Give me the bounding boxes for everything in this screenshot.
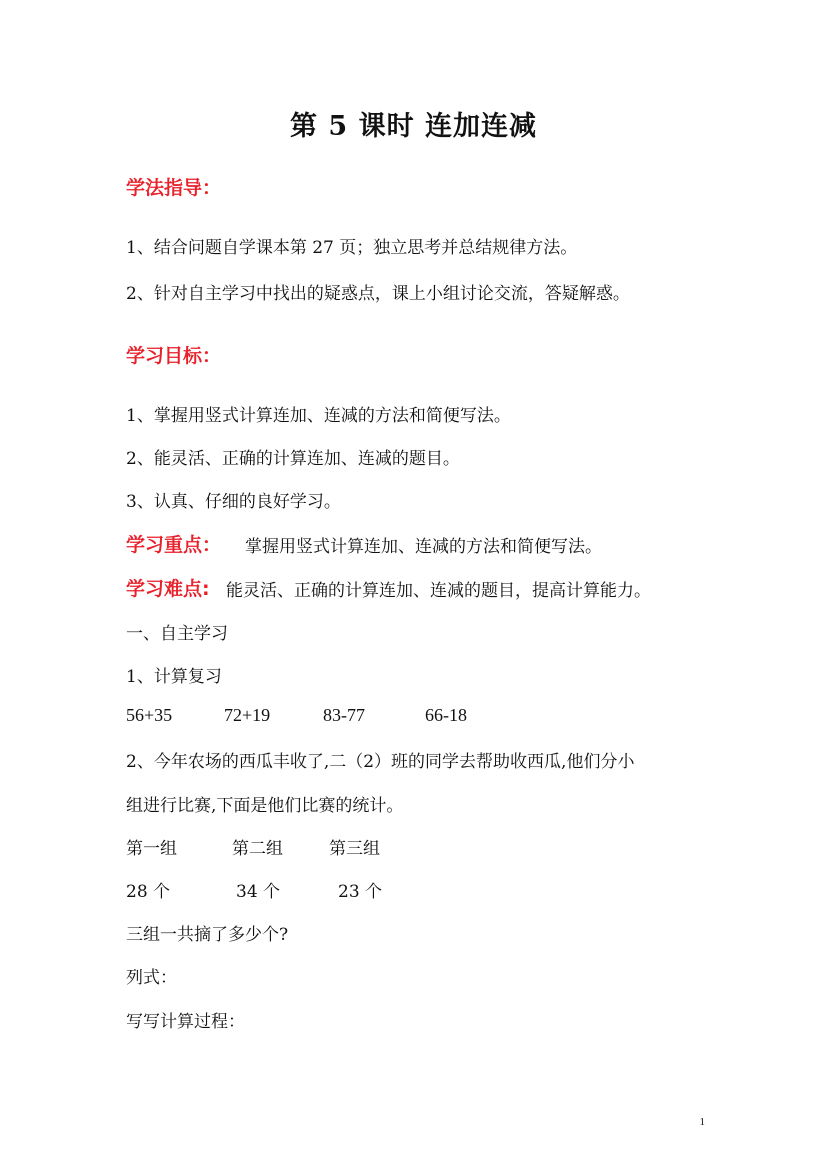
section1-sub1: 1、计算复习	[126, 667, 222, 687]
group-2-label: 第二组	[232, 839, 283, 859]
goals-item-2: 2、能灵活、正确的计算连加、连减的题目。	[126, 449, 460, 469]
guide-heading: 学法指导：	[126, 177, 222, 199]
section1-heading: 一、自主学习	[126, 624, 228, 644]
key-point-text: 掌握用竖式计算连加、连减的方法和简便写法。	[245, 537, 602, 557]
process-label: 写写计算过程：	[126, 1012, 245, 1032]
key-point-label: 学习重点：	[126, 534, 222, 556]
page-number: 1	[699, 1116, 705, 1128]
difficulty-label: 学习难点:	[126, 578, 210, 600]
group-2-count: 34 个	[236, 882, 281, 902]
formula-label: 列式：	[126, 968, 177, 988]
exercise-4: 66-18	[425, 705, 467, 725]
page-title: 第 5 课时 连加连减	[290, 111, 537, 142]
exercise-1: 56+35	[126, 705, 173, 725]
problem-line-2: 组进行比赛,下面是他们比赛的统计。	[126, 796, 404, 816]
exercise-2: 72+19	[224, 705, 271, 725]
problem-line-1: 2、今年农场的西瓜丰收了,二（2）班的同学去帮助收西瓜,他们分小	[126, 752, 635, 772]
problem-question: 三组一共摘了多少个?	[126, 925, 289, 945]
group-1-label: 第一组	[126, 839, 177, 859]
goals-item-1: 1、掌握用竖式计算连加、连减的方法和简便写法。	[126, 406, 511, 426]
group-3-count: 23 个	[338, 882, 383, 902]
group-1-count: 28 个	[126, 882, 171, 902]
goals-item-3: 3、认真、仔细的良好学习。	[126, 492, 341, 512]
group-3-label: 第三组	[329, 839, 380, 859]
guide-item-1: 1、结合问题自学课本第 27 页；独立思考并总结规律方法。	[126, 238, 578, 258]
exercise-3: 83-77	[323, 705, 365, 725]
guide-item-2: 2、针对自主学习中找出的疑惑点，课上小组讨论交流，答疑解惑。	[126, 284, 630, 304]
goals-heading: 学习目标：	[126, 345, 222, 367]
difficulty-text: 能灵活、正确的计算连加、连减的题目，提高计算能力。	[226, 581, 651, 601]
